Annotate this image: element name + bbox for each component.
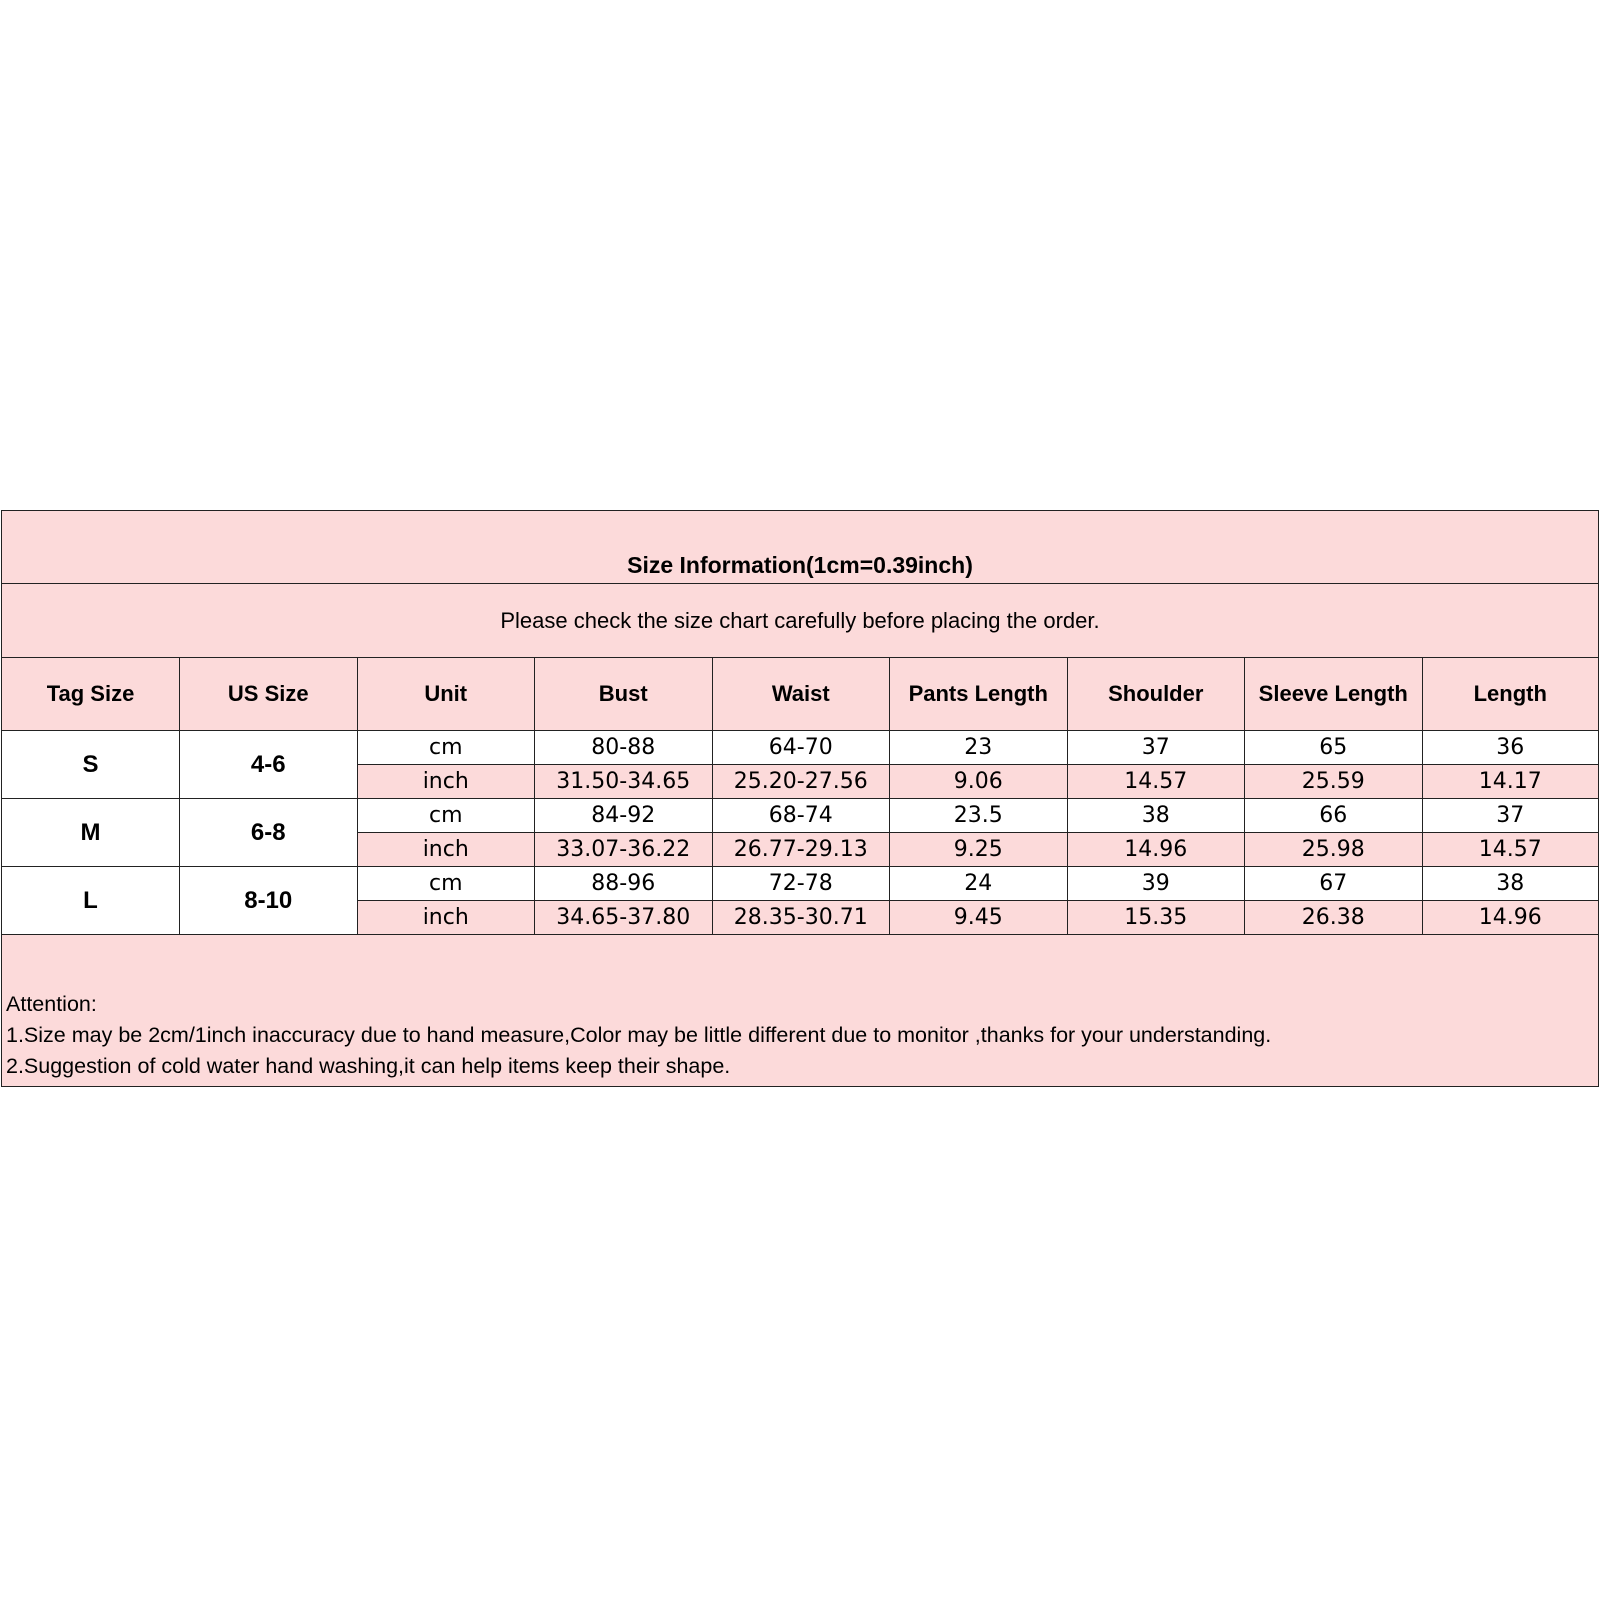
shoulder-cell: 38 [1067, 799, 1245, 833]
header-sleeve-length: Sleeve Length [1245, 658, 1423, 731]
length-cell: 14.17 [1422, 765, 1598, 799]
us-size-cell: 4-6 [180, 731, 358, 799]
attention-heading: Attention: [6, 992, 97, 1016]
tag-size-cell: M [2, 799, 180, 867]
bust-cell: 34.65-37.80 [535, 901, 713, 935]
header-us-size: US Size [180, 658, 358, 731]
header-shoulder: Shoulder [1067, 658, 1245, 731]
header-unit: Unit [357, 658, 535, 731]
shoulder-cell: 39 [1067, 867, 1245, 901]
length-cell: 38 [1422, 867, 1598, 901]
pants-length-cell: 9.06 [890, 765, 1068, 799]
table-row-m-cm [2, 799, 1598, 833]
size-chart-notice: Please check the size chart carefully before placing the order. [2, 584, 1598, 658]
header-row [2, 658, 1598, 731]
us-size-cell: 8-10 [180, 867, 358, 935]
attention-notes [6, 989, 1594, 1082]
size-chart-title-row [2, 511, 1598, 584]
shoulder-cell: 15.35 [1067, 901, 1245, 935]
pants-length-cell: 24 [890, 867, 1068, 901]
waist-cell: 64-70 [712, 731, 890, 765]
sleeve-length-cell: 25.59 [1245, 765, 1423, 799]
sleeve-length-cell: 67 [1245, 867, 1423, 901]
length-cell: 36 [1422, 731, 1598, 765]
sleeve-length-cell: 26.38 [1245, 901, 1423, 935]
attention-line-2: 2.Suggestion of cold water hand washing,it can help items keep their shape. [6, 1054, 731, 1078]
header-tag-size: Tag Size [2, 658, 180, 731]
attention-line-1: 1.Size may be 2cm/1inch inaccuracy due to hand measure,Color may be little different due to monitor ,thanks for your understanding. [6, 1023, 1272, 1047]
header-waist: Waist [712, 658, 890, 731]
waist-cell: 25.20-27.56 [712, 765, 890, 799]
header-length: Length [1422, 658, 1598, 731]
waist-cell: 28.35-30.71 [712, 901, 890, 935]
table-row-s-cm [2, 731, 1598, 765]
bust-cell: 88-96 [535, 867, 713, 901]
length-cell: 14.57 [1422, 833, 1598, 867]
bust-cell: 84-92 [535, 799, 713, 833]
unit-cell: cm [357, 799, 535, 833]
length-cell: 14.96 [1422, 901, 1598, 935]
bust-cell: 33.07-36.22 [535, 833, 713, 867]
unit-cell: inch [357, 765, 535, 799]
tag-size-cell: S [2, 731, 180, 799]
waist-cell: 72-78 [712, 867, 890, 901]
table-row-l-cm [2, 867, 1598, 901]
shoulder-cell: 37 [1067, 731, 1245, 765]
shoulder-cell: 14.57 [1067, 765, 1245, 799]
header-bust: Bust [535, 658, 713, 731]
sleeve-length-cell: 66 [1245, 799, 1423, 833]
tag-size-cell: L [2, 867, 180, 935]
bust-cell: 80-88 [535, 731, 713, 765]
size-chart-title: Size Information(1cm=0.39inch) [627, 552, 973, 578]
unit-cell: inch [357, 833, 535, 867]
bust-cell: 31.50-34.65 [535, 765, 713, 799]
shoulder-cell: 14.96 [1067, 833, 1245, 867]
sleeve-length-cell: 65 [1245, 731, 1423, 765]
size-chart [1, 510, 1599, 1087]
pants-length-cell: 23 [890, 731, 1068, 765]
waist-cell: 68-74 [712, 799, 890, 833]
sleeve-length-cell: 25.98 [1245, 833, 1423, 867]
us-size-cell: 6-8 [180, 799, 358, 867]
pants-length-cell: 23.5 [890, 799, 1068, 833]
header-pants-length: Pants Length [890, 658, 1068, 731]
pants-length-cell: 9.25 [890, 833, 1068, 867]
unit-cell: inch [357, 901, 535, 935]
unit-cell: cm [357, 867, 535, 901]
pants-length-cell: 9.45 [890, 901, 1068, 935]
unit-cell: cm [357, 731, 535, 765]
length-cell: 37 [1422, 799, 1598, 833]
size-table [2, 658, 1598, 935]
waist-cell: 26.77-29.13 [712, 833, 890, 867]
